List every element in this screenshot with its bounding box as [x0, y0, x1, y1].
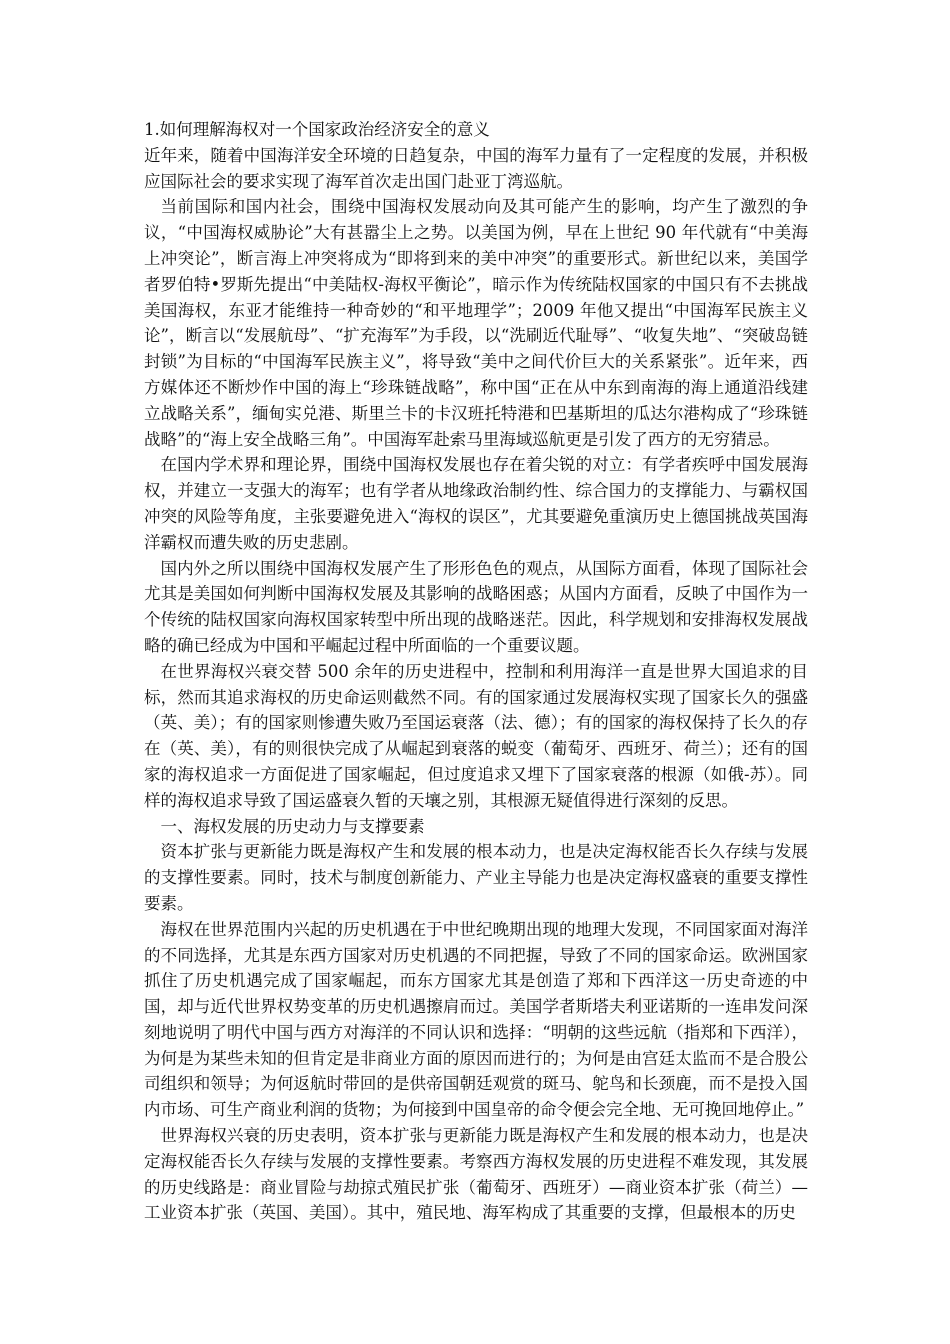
paragraph: 在国内学术界和理论界，围绕中国海权发展也存在着尖锐的对立：有学者疾呼中国发展海权，并建立一支强大的海军；也有学者从地缘政治制约性、综合国力的支撑能力、与霸权国冲突的风险等角度，主张要避免进入“海权的误区”，尤其要避免重演历史上德国挑战英国海洋霸权而遭失败的历史悲剧。	[144, 455, 808, 552]
paragraph: 海权在世界范围内兴起的历史机遇在于中世纪晚期出现的地理大发现，不同国家面对海洋的不同选择，尤其是东西方国家对历史机遇的不同把握，导致了不同的国家命运。欧洲国家抓住了历史机遇完成了国家崛起，而东方国家尤其是创造了郑和下西洋这一历史奇迹的中国，却与近代世界权势变革的历史机遇擦肩而过。美国学者斯塔夫利亚诺斯的一连串发问深刻地说明了明代中国与西方对海洋的不同认识和选择：“明朝的这些远航（指郑和下西洋），为何是为某些未知的但肯定是非商业方面的原因而进行的；为何是由宫廷太监而不是合股公司组织和领导；为何返航时带回的是供帝国朝廷观赏的斑马、鸵鸟和长颈鹿，而不是投入国内市场、可生产商业利润的货物；为何接到中国皇帝的命令便会完全地、无可挽回地停止。”	[144, 919, 808, 1120]
paragraph: 世界海权兴衰的历史表明，资本扩张与更新能力既是海权产生和发展的根本动力，也是决定海权能否长久存续与发展的支撑性要素。考察西方海权发展的历史进程不难发现，其发展的历史线路是：商业冒险与劫掠式殖民扩张（葡萄牙、西班牙）—商业资本扩张（荷兰）—工业资本扩张（英国、美国）。其中，殖民地、海军构成了其重要的支撑，但最根本的历史	[144, 1126, 808, 1223]
paragraph: 国内外之所以围绕中国海权发展产生了形形色色的观点，从国际方面看，体现了国际社会尤其是美国如何判断中国海权发展及其影响的战略困惑；从国内方面看，反映了中国作为一个传统的陆权国家向海权国家转型中所出现的战略迷茫。因此，科学规划和安排海权发展战略的确已经成为中国和平崛起过程中所面临的一个重要议题。	[144, 558, 808, 655]
paragraph: 资本扩张与更新能力既是海权产生和发展的根本动力，也是决定海权能否长久存续与发展的支撑性要素。同时，技术与制度创新能力、产业主导能力也是决定海权盛衰的重要支撑性要素。	[144, 842, 808, 913]
document-title: 1.如何理解海权对一个国家政治经济安全的意义	[144, 120, 490, 139]
section-heading: 一、海权发展的历史动力与支撑要素	[160, 816, 425, 836]
paragraph: 近年来，随着中国海洋安全环境的日趋复杂，中国的海军力量有了一定程度的发展，并积极应国际社会的要求实现了海军首次走出国门赴亚丁湾巡航。	[144, 145, 808, 191]
document-page	[144, 117, 808, 1226]
paragraph: 当前国际和国内社会，围绕中国海权发展动向及其可能产生的影响，均产生了激烈的争议，“中国海权威胁论”大有甚嚣尘上之势。以美国为例，早在上世纪 90 年代就有“中美海上冲突论”，断言海上冲突将成为“即将到来的美中冲突”的重要形式。新世纪以来，美国学者罗伯特•罗斯先提出“中美陆权-海权平衡论”，暗示作为传统陆权国家的中国只有不去挑战美国海权，东亚才能维持一种奇妙的“和平地理学”；2009 年他又提出“中国海军民族主义论”，断言以“发展航母”、“扩充海军”为手段，以“洗刷近代耻辱”、“收复失地”、“突破岛链封锁”为目标的“中国海军民族主义”，将导致“美中之间代价巨大的关系紧张”。近年来，西方媒体还不断炒作中国的海上“珍珠链战略”，称中国“正在从中东到南海的海上通道沿线建立战略关系”，缅甸实兑港、斯里兰卡的卡汉班托特港和巴基斯坦的瓜达尔港构成了“珍珠链战略”的“海上安全战略三角”。中国海军赴索马里海域巡航更是引发了西方的无穷猜忌。	[144, 197, 808, 449]
paragraph: 在世界海权兴衰交替 500 余年的历史进程中，控制和利用海洋一直是世界大国追求的目标，然而其追求海权的历史命运则截然不同。有的国家通过发展海权实现了国家长久的强盛（英、美）；有的国家则惨遭失败乃至国运衰落（法、德）；有的国家的海权保持了长久的存在（英、美），有的则很快完成了从崛起到衰落的蜕变（葡萄牙、西班牙、荷兰）；还有的国家的海权追求一方面促进了国家崛起，但过度追求又埋下了国家衰落的根源（如俄-苏）。同样的海权追求导致了国运盛衰久暂的天壤之别，其根源无疑值得进行深刻的反思。	[144, 661, 808, 810]
